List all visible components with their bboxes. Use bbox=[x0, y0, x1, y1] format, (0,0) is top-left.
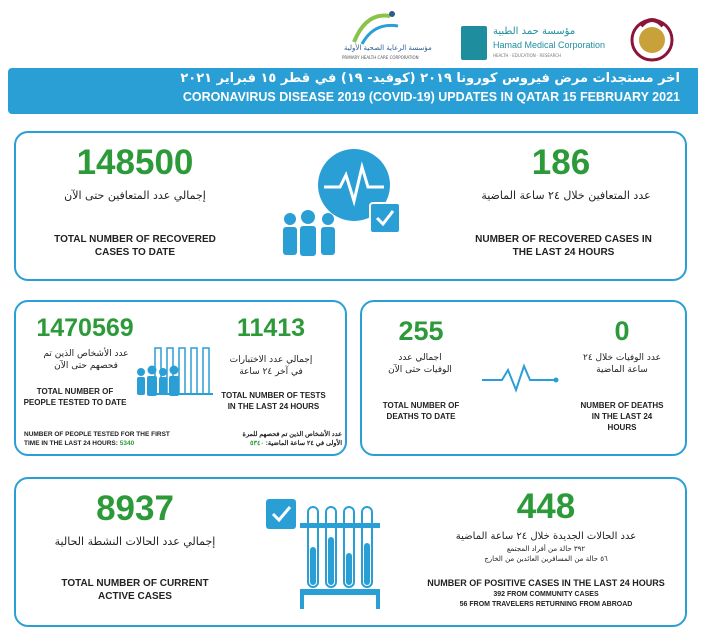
deaths-total-label-ar-line2: الوفيات حتى الآن bbox=[388, 365, 452, 375]
community-cases-ar: ٣٩٢ حالة من أفراد المجتمع bbox=[506, 545, 586, 553]
positive-cases-label-en: NUMBER OF POSITIVE CASES IN THE LAST 24 HOURS bbox=[427, 578, 665, 588]
first-time-tested-en-line2: TIME IN THE LAST 24 HOURS: bbox=[24, 440, 118, 447]
active-cases-label-en bbox=[30, 577, 240, 603]
recovered-daily-label-en-line1: NUMBER OF RECOVERED CASES IN bbox=[475, 234, 652, 245]
community-cases-en: 392 FROM COMMUNITY CASES bbox=[493, 591, 599, 598]
people-tested-icon bbox=[135, 342, 215, 398]
first-time-tested-ar-line1: عدد الأشخاص الذين تم فحصهم للمرة bbox=[242, 431, 342, 438]
deaths-total-label-en-line2: DEATHS TO DATE bbox=[386, 412, 456, 421]
tests-24h-label-ar bbox=[216, 354, 326, 378]
hmc-name-en: Hamad Medical Corporation bbox=[493, 40, 606, 50]
tests-24h-value: 11413 bbox=[236, 314, 306, 342]
first-time-tested-value: 5340 bbox=[119, 440, 135, 447]
recovered-total-label-en-line2: CASES TO DATE bbox=[94, 247, 176, 258]
phcc-name-en: PRIMARY HEALTH CARE CORPORATION bbox=[342, 55, 419, 60]
active-cases-value: 8937 bbox=[96, 489, 174, 528]
people-tested-label-ar-line1: عدد الأشخاص الذين تم bbox=[43, 349, 129, 359]
title-ar: اخر مستجدات مرض فيروس كورونا ٢٠١٩ (كوفيد- ١٩) في قطر ١٥ فبراير ٢٠٢١ bbox=[180, 71, 680, 86]
deaths-daily-label-en-line2: IN THE LAST 24 bbox=[591, 412, 653, 421]
people-tested-label-en bbox=[20, 386, 130, 408]
first-time-tested-ar-value: ٥٣٤٠ bbox=[249, 440, 264, 447]
people-tested-label-ar-line2: فحصهم حتى الآن bbox=[54, 361, 118, 371]
recovered-daily-value: 186 bbox=[531, 143, 591, 182]
recovered-daily-label-en-line2: THE LAST 24 HOURS bbox=[512, 247, 615, 258]
people-tested-label-en-line2: PEOPLE TESTED TO DATE bbox=[23, 398, 127, 407]
deaths-total-label-en bbox=[366, 400, 476, 422]
active-cases-label-ar: إجمالي عدد الحالات النشطة الحالية bbox=[54, 535, 216, 548]
active-cases-label-en-line1: TOTAL NUMBER OF CURRENT bbox=[61, 578, 209, 589]
tests-24h-label-en bbox=[211, 390, 336, 412]
deaths-daily-label-en-line1: NUMBER OF DEATHS bbox=[580, 401, 664, 410]
deaths-total-value: 255 bbox=[398, 316, 444, 346]
people-tested-label-ar bbox=[36, 348, 136, 372]
phcc-name-ar: مؤسسة الرعاية الصحية الأولية bbox=[344, 44, 432, 52]
first-time-tested-ar-line2: الأولى في ٢٤ ساعة الماضية: bbox=[265, 440, 342, 447]
active-positive-panel bbox=[14, 477, 687, 627]
hmc-logo bbox=[461, 26, 607, 64]
recovered-total-value: 148500 bbox=[76, 143, 194, 182]
travelers-cases-en: 56 FROM TRAVELERS RETURNING FROM ABROAD bbox=[459, 601, 633, 608]
travelers-cases-ar: ٥٦ حالة من المسافرين العائدين من الخارج bbox=[484, 555, 608, 563]
tests-panel bbox=[14, 300, 347, 456]
recovered-daily-label-en bbox=[456, 233, 671, 259]
positive-cases-value: 448 bbox=[516, 487, 576, 526]
first-time-tested-ar bbox=[196, 430, 342, 448]
tests-24h-label-ar-line1: إجمالي عدد الاختبارات bbox=[229, 355, 313, 365]
recovery-monitor-icon bbox=[278, 145, 418, 265]
title-banner bbox=[8, 68, 698, 114]
first-time-tested-en bbox=[24, 430, 194, 448]
test-tubes-icon bbox=[264, 493, 404, 613]
deaths-total-label-ar-line1: اجمالي عدد bbox=[398, 353, 442, 363]
phcc-logo bbox=[318, 8, 448, 66]
heartbeat-line-icon bbox=[480, 364, 560, 394]
header-logos bbox=[0, 8, 706, 66]
deaths-daily-label-ar-line2: ساعة الماضية bbox=[596, 365, 648, 375]
deaths-daily-label-en bbox=[567, 400, 677, 433]
recovered-daily-label-ar: عدد المتعافين خلال ٢٤ ساعة الماضية bbox=[481, 189, 651, 202]
recovered-total-label-en-line1: TOTAL NUMBER OF RECOVERED bbox=[54, 234, 216, 245]
deaths-total-label-en-line1: TOTAL NUMBER OF bbox=[382, 401, 460, 410]
phcc-emblem-icon bbox=[346, 8, 406, 48]
hmc-name-ar: مؤسسة حمد الطبية bbox=[493, 26, 576, 37]
active-cases-label-en-line2: ACTIVE CASES bbox=[98, 591, 172, 602]
title-en: CORONAVIRUS DISEASE 2019 (COVID-19) UPDATES IN QATAR 15 FEBRUARY 2021 bbox=[182, 90, 680, 104]
recovered-panel bbox=[14, 131, 687, 281]
deaths-daily-label-en-line3: HOURS bbox=[607, 423, 637, 432]
deaths-daily-label-ar-line1: عدد الوفيات خلال ٢٤ bbox=[583, 353, 661, 363]
people-tested-label-en-line1: TOTAL NUMBER OF bbox=[36, 387, 114, 396]
deaths-daily-label-ar bbox=[567, 352, 677, 376]
moph-seal-icon bbox=[627, 14, 677, 62]
hmc-emblem-icon bbox=[461, 26, 487, 60]
first-time-tested-en-line1: NUMBER OF PEOPLE TESTED FOR THE FIRST bbox=[24, 431, 170, 438]
positive-cases-label-ar: عدد الحالات الجديدة خلال ٢٤ ساعة الماضية bbox=[455, 531, 637, 542]
deaths-daily-value: 0 bbox=[614, 316, 630, 346]
deaths-panel bbox=[360, 300, 687, 456]
hmc-tagline: HEALTH · EDUCATION · RESEARCH bbox=[493, 53, 562, 58]
tests-24h-label-ar-line2: في آخر ٢٤ ساعة bbox=[239, 367, 303, 377]
deaths-total-label-ar bbox=[370, 352, 470, 376]
recovered-total-label-en bbox=[30, 233, 240, 259]
people-tested-value: 1470569 bbox=[36, 314, 134, 342]
recovered-total-label-ar: إجمالي عدد المتعافين حتى الآن bbox=[64, 189, 206, 202]
tests-24h-label-en-line1: TOTAL NUMBER OF TESTS bbox=[221, 391, 326, 400]
tests-24h-label-en-line2: IN THE LAST 24 HOURS bbox=[227, 402, 320, 411]
